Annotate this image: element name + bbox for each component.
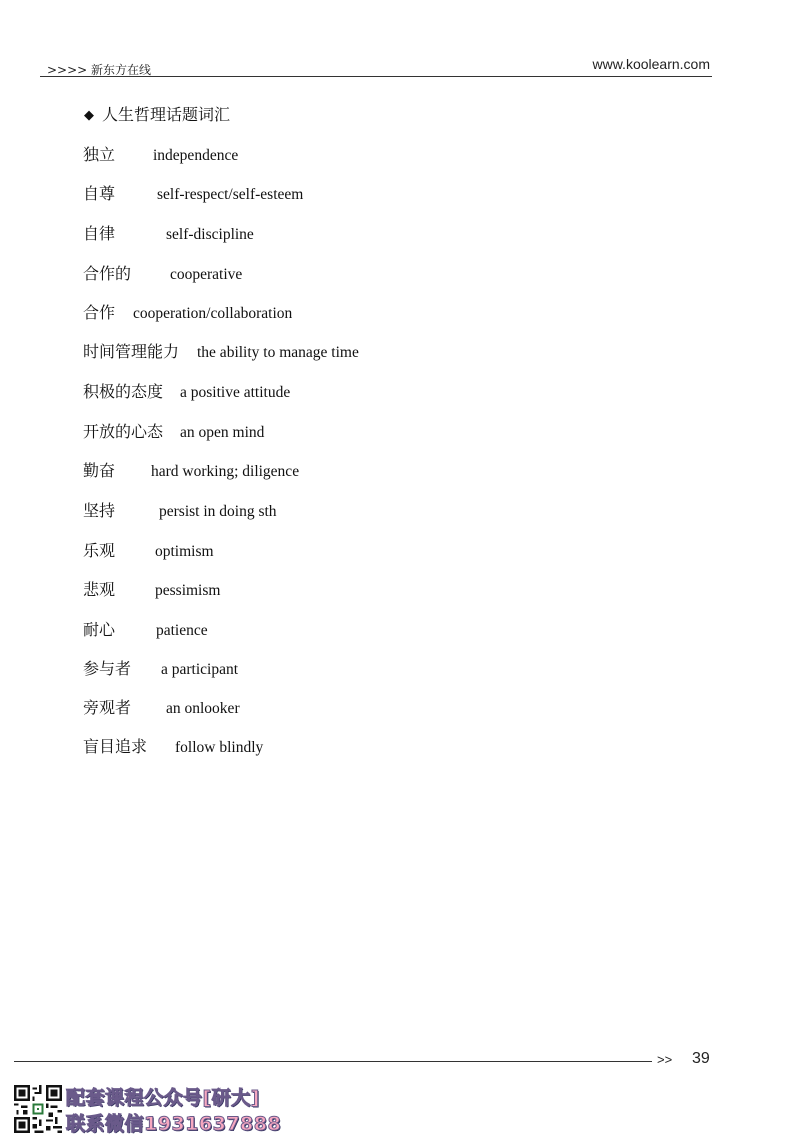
vocab-row — [83, 617, 208, 641]
vocab-english: hard working; diligence — [151, 463, 300, 480]
vocab-row — [83, 734, 263, 758]
vocab-chinese: 独立 — [83, 145, 116, 164]
vocab-english: a participant — [161, 661, 239, 678]
vocab-chinese: 时间管理能力 — [83, 342, 180, 361]
vocab-english: cooperation/collaboration — [133, 305, 293, 322]
vocab-english: an open mind — [180, 424, 265, 441]
vocab-english: optimism — [155, 543, 214, 560]
vocab-english: follow blindly — [175, 739, 264, 756]
vocab-chinese: 合作的 — [83, 264, 132, 283]
page-number: 39 — [692, 1050, 710, 1067]
vocab-chinese: 坚持 — [83, 501, 116, 520]
vocab-row — [83, 538, 214, 562]
promo-line-1: 配套课程公众号[研大] — [66, 1087, 260, 1109]
vocab-english: patience — [156, 622, 208, 639]
vocab-english: the ability to manage time — [197, 344, 359, 361]
vocab-row — [83, 379, 290, 403]
vocab-english: persist in doing sth — [159, 503, 277, 520]
vocab-english: a positive attitude — [180, 384, 291, 401]
header-site-name: >>>> 新东方在线 — [47, 63, 152, 77]
vocab-row — [83, 498, 277, 522]
section-heading — [84, 102, 230, 125]
vocab-row — [83, 577, 220, 601]
vocab-row — [83, 656, 238, 680]
header-url[interactable]: www.koolearn.com — [592, 56, 710, 72]
vocab-chinese: 合作 — [83, 303, 116, 322]
vocab-english: self-respect/self-esteem — [157, 186, 304, 203]
diamond-bullet-icon: ◆ — [84, 108, 94, 123]
section-title-text: 人生哲理话题词汇 — [102, 105, 231, 124]
vocab-row — [83, 181, 303, 205]
footer-divider — [14, 1061, 652, 1062]
vocab-chinese: 盲目追求 — [83, 737, 148, 756]
vocab-english: cooperative — [170, 266, 243, 283]
vocab-chinese: 积极的态度 — [83, 382, 164, 401]
vocab-english: self-discipline — [166, 226, 254, 243]
vocab-english: pessimism — [155, 582, 221, 599]
vocab-chinese: 自律 — [83, 224, 116, 243]
footer-arrow: >> — [657, 1052, 673, 1067]
qr-code-icon[interactable] — [14, 1085, 62, 1133]
vocab-chinese: 悲观 — [83, 580, 116, 599]
vocab-row — [83, 142, 238, 166]
vocab-row — [83, 221, 254, 245]
vocab-chinese: 旁观者 — [83, 698, 132, 717]
vocab-english: an onlooker — [166, 700, 240, 717]
vocab-chinese: 勤奋 — [83, 461, 116, 480]
vocab-chinese: 耐心 — [83, 620, 116, 639]
vocab-chinese: 乐观 — [83, 541, 116, 560]
vocab-row — [83, 695, 240, 719]
promo-line-2: 联系微信1931637888 — [66, 1113, 282, 1135]
vocab-row — [83, 458, 299, 482]
vocab-row — [83, 419, 264, 443]
vocab-row — [83, 339, 359, 363]
vocab-row — [83, 300, 292, 324]
vocab-english: independence — [153, 147, 239, 164]
vocab-chinese: 开放的心态 — [83, 422, 164, 441]
vocab-chinese: 参与者 — [83, 659, 132, 678]
vocab-chinese: 自尊 — [83, 184, 116, 203]
header-divider — [40, 76, 712, 77]
vocab-row — [83, 261, 242, 285]
